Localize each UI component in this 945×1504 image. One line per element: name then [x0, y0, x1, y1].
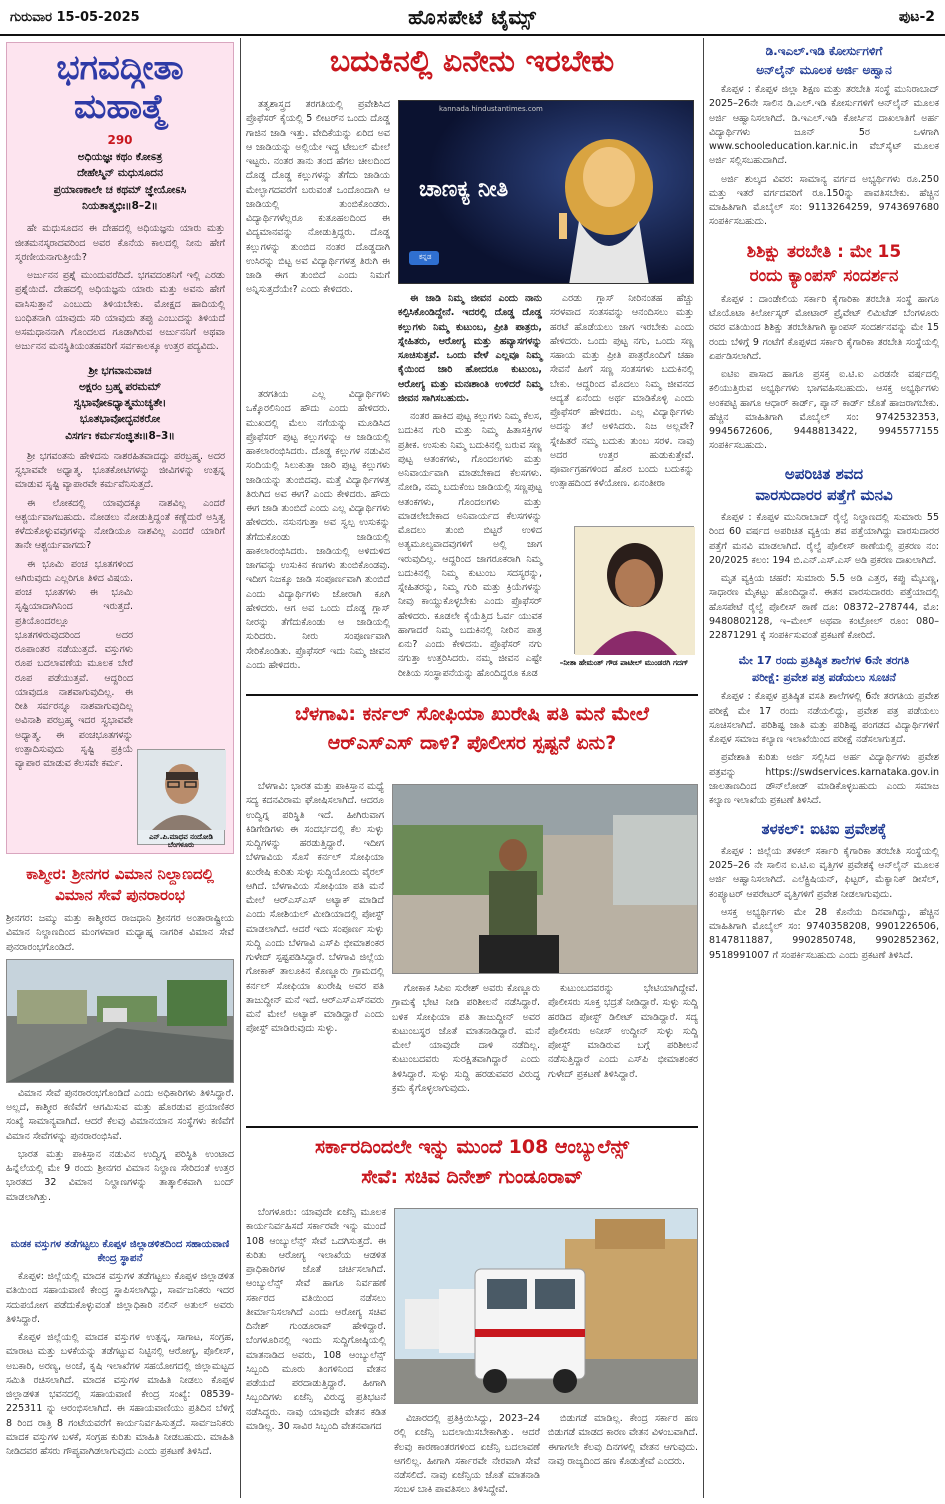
apprentice-headline: ಶಿಶಿಕ್ಷು ತರಬೇತಿ : ಮೇ 15 ರಂದು ಕ್ಯಾಂಪಸ್ ಸಂದರ್ಶನ — [746, 241, 902, 287]
section-divider — [246, 694, 698, 696]
author-caption: ಎನ್.ಪಿ.ಮಾಧವ ನಂದೋಡಿ ಬೆಂಗಳೂರು — [149, 833, 213, 849]
author-portrait-icon — [575, 527, 695, 655]
colonel-photo — [392, 784, 698, 974]
gita-title: ಭಗವದ್ಗೀತಾ ಮಹಾತ್ಮೆ — [56, 48, 184, 128]
koppal-helpline-article: ಮಡಕ ವಸ್ತುಗಳ ತಡೆಗಟ್ಟಲು ಕೊಪ್ಪಳ ಜಿಲ್ಲಾಡಳಿತದಿಂದ ಸಹಾಯವಾಣಿ ಕೇಂದ್ರ ಸ್ಥಾಪನೆ ಕೊಪ್ಪಳ: ಜಿಲ್ಲೆಯಲ್ಲಿ ಮಾದಕ ವಸ್ತುಗಳ ತಡೆಗಟ್ಟಲು ಕೊಪ್ಪಳ ಜಿಲ್ಲಾಡಳಿತ ವತಿಯಿಂದ ಸಹಾಯವಾಣಿ ಕೇಂದ್ರ ಸ್ಥಾಪಿಸಲಾಗಿದ್ದು, ಸಾರ್ವಜನಿಕರು ಇದರ ಸದುಪಯೋಗ ಪಡೆದುಕೊಳ್ಳುವಂತೆ ಜಿಲ್ಲಾಧಿಕಾರಿ ನಲಿನ್ ಅತುಲ್ ಅವರು ತಿಳಿಸಿದ್ದಾರೆ. ಕೊಪ್ಪಳ ಜಿಲ್ಲೆಯಲ್ಲಿ ಮಾದಕ ವಸ್ತುಗಳ ಉತ್ಪನ್ನ, ಸಾಗಾಟ, ಸಂಗ್ರಹ, ಮಾರಾಟ ಮತ್ತು ಬಳಕೆಯನ್ನು ತಡೆಗಟ್ಟುವ ನಿಟ್ಟಿನಲ್ಲಿ ಆರೋಗ್ಯ, ಪೊಲೀಸ್, ಅಬಕಾರಿ, ಅರಣ್ಯ, ಅಂಚೆ, ಕೃಷಿ ಇಲಾಖೆಗಳ ಸಹಯೋಗದಲ್ಲಿ ಜಿಲ್ಲಾಮಟ್ಟದ ಸಮಿತಿ ರಚಿಸಲಾಗಿದೆ. ಮಾದಕ ವಸ್ತುಗಳ ಮಾಹಿತಿ ನೀಡಲು ಕೊಪ್ಪಳ ಜಿಲ್ಲಾಡಳಿತ ಭವನದಲ್ಲಿ ಸಹಾಯವಾಣಿ ಕೇಂದ್ರ ಸಂಖ್ಯೆ: 08539-225311 ನ್ನು ಆರಂಭಿಸಲಾಗಿದೆ. ಈ ಸಹಾಯವಾಣಿಯು ಪ್ರತಿದಿನ ಬೆಳಿಗ್ಗೆ 8 ರಿಂದ ರಾತ್ರಿ 8 ಗಂಟೆಯವರೆಗೆ ಕಾರ್ಯನಿರ್ವಹಿಸುತ್ತದೆ. ಸಾರ್ವಜನಿಕರು ಮಾದಕ ವಸ್ತುಗಳ ಬಳಕೆ, ಸಂಗ್ರಹ ಕುರಿತು ಮಾಹಿತಿ ನೀಡಬಹುದು. ಮಾಹಿತಿ ನೀಡಿದವರ ಹೆಸರು ಗೌಪ್ಯವಾಗಿಡಲಾಗುವುದು ಎಂದು ಪ್ರಕಟಣೆ ತಿಳಿಸಿದೆ. — [6, 1239, 234, 1457]
gita-number: 290 — [107, 133, 133, 148]
exam-body: ಕೊಪ್ಪಳ : ಕೊಪ್ಪಳ ಪ್ರತಿಷ್ಠಿತ ವಸತಿ ಶಾಲೆಗಳಲ್ಲಿ 6ನೇ ತರಗತಿಯ ಪ್ರವೇಶ ಪರೀಕ್ಷೆ ಮೇ 17 ರಂದು ನಡೆಯಲಿದ್ದು, ಪ್ರವೇಶ ಪತ್ರ ಪಡೆಯಲು ಸೂಚಿಸಲಾಗಿದೆ. ಪರಿಶಿಷ್ಟ ಜಾತಿ ಮತ್ತು ಪರಿಶಿಷ್ಟ ಪಂಗಡದ ವಿದ್ಯಾರ್ಥಿಗಳಿಗೆ ಕೊಪ್ಪಳ ಸಮಾಜ ಕಲ್ಯಾಣ ಇಲಾಖೆಯಿಂದ ಪರೀಕ್ಷೆ ನಡೆಸಲಾಗುತ್ತದೆ. ಪ್ರವೇಶಾತಿ ಕುರಿತು ಅರ್ಜಿ ಸಲ್ಲಿಸಿದ ಅರ್ಹ ವಿದ್ಯಾರ್ಥಿಗಳು ಪ್ರವೇಶ ಪತ್ರವನ್ನು https://swdservices.karnataka.gov.in ಜಾಲತಾಣದಿಂದ ಡೌನ್‌ಲೋಡ್ ಮಾಡಿಕೊಳ್ಳಬಹುದು ಎಂದು ಸಮಾಜ ಕಲ್ಯಾಣ ಇಲಾಖೆಯ ಪ್ರಕಟಣೆ ತಿಳಿಸಿದೆ. — [709, 691, 939, 807]
ded-headline: ಡಿ.ಇಎಲ್.ಇಡಿ ಕೋರ್ಸುಗಳಿಗೆ ಅನ್‌ಲೈನ್ ಮೂಲಕ ಅರ್ಜಿ ಅಹ್ವಾನ — [756, 44, 892, 77]
chanakya-author-photo — [574, 526, 694, 654]
kashmir-article: ಕಾಶ್ಮೀರ: ಶ್ರೀನಗರ ವಿಮಾನ ನಿಲ್ದಾಣದಲ್ಲಿ ವಿಮಾನ ಸೇವೆ ಪುನರಾರಂಭ ಶ್ರೀನಗರ: ಜಮ್ಮು ಮತ್ತು ಕಾಶ್ಮೀರದ ರಾಜಧಾನಿ ಶ್ರೀನಗರ ಅಂತಾರಾಷ್ಟ್ರೀಯ ವಿಮಾನ ನಿಲ್ದಾಣದಿಂದ ಮಂಗಳವಾರ ಮಧ್ಯಾಹ್ನ ನಾಗರಿಕ ವಿಮಾನ ಸೇವೆ ಪುನರಾರಂಭಗೊಂಡಿದೆ. ವಿಮಾನ ಸೇವೆ ಪುನರಾರಂಭಗೊಂಡಿದೆ ಎಂದು ಅಧಿಕಾರಿಗಳು ತಿಳಿಸಿದ್ದಾರೆ. ಅಲ್ಲದೆ, ಕಾಶ್ಮೀರ ಕಣಿವೆಗೆ ಆಗಮಿಸುವ ಮತ್ತು ಹೊರಡುವ ಪ್ರಯಾಣಿಕರ ಸಂಖ್ಯೆ ಸಾಮಾನ್ಯವಾಗಿದೆ. ಆದರೆ ಕೆಲವು ವಿಮಾನಯಾನ ಸಂಸ್ಥೆಗಳು ಕಣಿವೆಗೆ ವಿಮಾನ ಸೇವೆಗಳನ್ನು ಪುನರಾರಂಭಿಸಿವೆ. ಭಾರತ ಮತ್ತು ಪಾಕಿಸ್ತಾನ ನಡುವಿನ ಉದ್ವಿಗ್ನ ಪರಿಸ್ಥಿತಿ ಉಂಟಾದ ಹಿನ್ನೆಲೆಯಲ್ಲಿ ಮೇ 9 ರಂದು ಶ್ರೀನಗರ ವಿಮಾನ ನಿಲ್ದಾಣ ಸೇರಿದಂತೆ ಉತ್ತರ ಭಾರತದ 32 ವಿಮಾನ ನಿಲ್ದಾಣಗಳನ್ನು ತಾತ್ಕಾಲಿಕವಾಗಿ ಬಂದ್ ಮಾಡಲಾಗಿತ್ತು. — [6, 865, 234, 1203]
issue-date: ಗುರುವಾರ 15-05-2025 — [10, 9, 140, 25]
apprentice-body: ಕೊಪ್ಪಳ : ದಾಂಡೇಲಿಯ ಸರ್ಕಾರಿ ಕೈಗಾರಿಕಾ ತರಬೇತಿ ಸಂಸ್ಥೆ ಹಾಗೂ ಟೊಯೊಟಾ ಕಿರ್ಲೋಸ್ಕರ್ ಮೋಟಾರ್ ಪ್ರೈವೇಟ್ ಲಿಮಿಟೆಡ್ ಬೆಂಗಳೂರು ರವರ ವತಿಯಿಂದ ಶಿಶಿಕ್ಷು ತರಬೇತಿಗಾಗಿ ಕ್ಯಾಂಪಸ್ ಸಂದರ್ಶನವನ್ನು ಮೇ 15 ರಂದು ಬೆಳಿಗ್ಗೆ 9 ಗಂಟೆಗೆ ಕೊಪ್ಪಳದ ಸರ್ಕಾರಿ ಕೈಗಾರಿಕಾ ತರಬೇತಿ ಸಂಸ್ಥೆಯಲ್ಲಿ ಏರ್ಪಡಿಸಲಾಗಿದೆ. ಐಟಿಐ ಪಾಸಾದ ಹಾಗೂ ಪ್ರಸಕ್ತ ಐ.ಟಿ.ಐ ಎರಡನೇ ವರ್ಷದಲ್ಲಿ ಕಲಿಯುತ್ತಿರುವ ಅಭ್ಯರ್ಥಿಗಳು ಭಾಗವಹಿಸಬಹುದು. ಆಸಕ್ತ ಅಭ್ಯರ್ಥಿಗಳು ಅಂಕಪಟ್ಟಿ ಹಾಗೂ ಆಧಾರ್ ಕಾರ್ಡ್, ಪ್ಯಾನ್ ಕಾರ್ಡ್ ಜೊತೆ ಹಾಜರಾಗಬೇಕು. ಹೆಚ್ಚಿನ ಮಾಹಿತಿಗಾಗಿ ಮೊಬೈಲ್ ಸಂ: 9742532353, 9945672606, 9448813422, 9945577155 ಸಂಪರ್ಕಿಸಬಹುದು. — [709, 293, 939, 452]
ambulance-image-icon — [395, 1209, 698, 1404]
gita-box — [6, 42, 234, 854]
unknown-body-headline: ಅಪರಿಚಿತ ಶವದ ವಾರಸುದಾರರ ಪತ್ತೆಗೆ ಮನವಿ — [755, 464, 893, 505]
ambulance-article: ಸರ್ಕಾರದಿಂದಲೇ ಇನ್ನು ಮುಂದೆ 108 ಆಂಬ್ಯುಲೆನ್ಸ್ ಸೇವೆ: ಸಚಿವ ದಿನೇಶ್ ಗುಂಡೂರಾವ್ ಬೆಂಗಳೂರು: ಯಾವುದೇ ಏಜೆನ್ಸಿ ಮೂಲಕ ಕಾರ್ಯನಿರ್ವಹಿಸದೆ ಸರ್ಕಾರವೇ ಇನ್ನು ಮುಂದೆ 108 ಆಂಬ್ಯುಲೆನ್ಸ್ ಸೇವೆ ಒದಗಿಸುತ್ತದೆ. ಈ ಕುರಿತು ಆರೋಗ್ಯ ಇಲಾಖೆಯ ಆಡಳಿತ ಪ್ರಾಧಿಕಾರಿಗಳ ಜೊತೆ ಚರ್ಚಿಸಲಾಗಿದೆ. ಆಂಬ್ಯುಲೆನ್ಸ್ ಸೇವೆ ಹಾಗೂ ನಿರ್ವಹಣೆ ಸರ್ಕಾರದ ವತಿಯಿಂದ ನಡೆಸಲು ತೀರ್ಮಾನಿಸಲಾಗಿದೆ ಎಂದು ಆರೋಗ್ಯ ಸಚಿವ ದಿನೇಶ್ ಗುಂಡೂರಾವ್ ಹೇಳಿದ್ದಾರೆ. ಬೆಂಗಳೂರಿನಲ್ಲಿ ಇಂದು ಸುದ್ದಿಗೋಷ್ಠಿಯಲ್ಲಿ ಮಾತನಾಡಿದ ಅವರು, 108 ಆಂಬ್ಯುಲೆನ್ಸ್ ಸಿಬ್ಬಂದಿ ಮೂರು ತಿಂಗಳಿನಿಂದ ವೇತನ ಪಡೆಯದೆ ಪರದಾಡುತ್ತಿದ್ದಾರೆ. ಹೀಗಾಗಿ ಸಿಬ್ಬಂದಿಗಳು ಏಜೆನ್ಸಿ ವಿರುದ್ಧ ಪ್ರತಿಭಟನೆ ನಡೆಸಿದ್ದರು. ನಾವು ಯಾವುದೇ ವೇತನ ಕಡಿತ ಮಾಡಿಲ್ಲ. 30 ಸಾವಿರ ಸಿಬ್ಬಂದಿ ವೇತನವಾಗದ ವಿಚಾರದಲ್ಲಿ ಪ್ರತಿಕ್ರಿಯಿಸಿದ್ದು, 2023–24 ರಲ್ಲಿ ಏಜೆನ್ಸಿ ಬದಲಾಯಿಸಬೇಕಾಗಿತ್ತು. ಆದರೆ ಕೆಲವು ಕಾರಣಾಂತರಗಳಿಂದ ಏಜೆನ್ಸಿ ಬದಲಾವಣೆ ಆಗಲಿಲ್ಲ. ಹೀಗಾಗಿ ಸರ್ಕಾರವೇ ನೇರವಾಗಿ ಸೇವೆ ನಡೆಸಲಿದೆ. ನಾವು ಏಜೆನ್ಸಿಯ ಜೊತೆ ಮಾತನಾಡಿ ಸಂಬಳ ಬಾಕಿ ಪಾವತಿಸಲು ತಿಳಿಸಿದ್ದೇವೆ. ಬಿಡುಗಡೆ ಮಾಡಿಲ್ಲ. ಕೇಂದ್ರ ಸರ್ಕಾರ ಹಣ ಬಿಡುಗಡೆ ಮಾಡದ ಕಾರಣ ವೇತನ ವಿಳಂಬವಾಗಿದೆ. ಈಗಾಗಲೇ ಕೆಲವು ದಿನಗಳಲ್ಲಿ ವೇತನ ಆಗುವುದು. ನಾವು ರಾಜ್ಯದಿಂದ ಹಣ ಕೊಡುತ್ತೇವೆ ಎಂದರು. — [246, 1132, 698, 1504]
ambulance-headline: ಸರ್ಕಾರದಿಂದಲೇ ಇನ್ನು ಮುಂದೆ 108 ಆಂಬ್ಯುಲೆನ್ಸ್ ಸೇವೆ: ಸಚಿವ ದಿನೇಶ್ ಗುಂಡೂರಾವ್ — [314, 1136, 630, 1189]
column-divider — [240, 38, 241, 1498]
gita-body: ಹೇ ಮಧುಸೂದನ ಈ ದೇಹದಲ್ಲಿ ಅಧಿಯಜ್ಞನು ಯಾರು ಮತ್ತು ಜೀತಮನಸ್ಕರಾದವರಿಂದ ಅವರ ಕೊನೆಯ ಕಾಲದಲ್ಲಿ ನೀನು ಹೇಗೆ ಸ್ಮರಣೀಯನಾಗುತ್ತೀಯೆ? ಅರ್ಜುನನ ಪ್ರಶ್ನೆ ಮುಂದುವರೆದಿದೆ. ಭಗವದಂಶನಿಗೆ ಇಲ್ಲಿ ಎರಡು ಪ್ರಶ್ನೆಯಿದೆ. ದೇಹದಲ್ಲಿ ಅಧಿಯಜ್ಞನು ಯಾರು ಮತ್ತು ಅವನು ಹೇಗೆ ವಾಸಿಸುತ್ತಾನೆ ಎಂಬುದು ತಿಳಿಯಬೇಕು. ಮೋಕ್ಷದ ಹಾದಿಯಲ್ಲಿ ಬಂಧಿತನಾಗಿ ಯಾವುದು ಸರಿ ಯಾವುದು ತಪ್ಪು ಎಂಬುದನ್ನು ತಿಳಿಯದೆ ಅಸಮಧಾನನಾಗಿ ಗೊಂದಲದ ಗೂಡಾಗಿರುವ ಅರ್ಜುನನಿಗೆ ಅಥವಾ ಅರ್ಜುನನ ಮನಸ್ಥಿತಿಯಂತಹವರಿಗೆ ಸರ್ವಕಾಲಕ್ಕೂ ಉತ್ತರ ಪದ್ಯವಿದು. — [15, 223, 225, 353]
newspaper-title: ಹೊಸಪೇಟೆ ಟೈಮ್ಸ್ — [408, 5, 537, 29]
right-column — [709, 42, 939, 1502]
exam-headline: ಮೇ 17 ರಂದು ಪ್ರತಿಷ್ಠಿತ ಶಾಲೆಗಳ 6ನೇ ತರಗತಿ ಪರೀಕ್ಷೆ: ಪ್ರವೇಶ ಪತ್ರ ಪಡೆಯಲು ಸೂಚನೆ — [738, 654, 910, 684]
page-number: ಪುಟ-2 — [898, 9, 935, 25]
column-divider — [703, 38, 704, 1498]
talakal-headline: ತಳಕಲ್: ಐಟಿಐ ಪ್ರವೇಶಕ್ಕೆ — [761, 820, 887, 839]
talakal-body: ಕೊಪ್ಪಳ : ಜಿಲ್ಲೆಯ ತಳಕಲ್ ಸರ್ಕಾರಿ ಕೈಗಾರಿಕಾ ತರಬೇತಿ ಸಂಸ್ಥೆಯಲ್ಲಿ 2025–26 ನೇ ಸಾಲಿನ ಐ.ಟಿ.ಐ ವೃತ್ತಿಗಳ ಪ್ರವೇಶಕ್ಕೆ ಆನ್‌ಲೈನ್ ಮೂಲಕ ಅರ್ಜಿ ಆಹ್ವಾನಿಸಲಾಗಿದೆ. ಎಲೆಕ್ಟ್ರಿಷಿಯನ್, ಫಿಟ್ಟರ್, ಮೆಕ್ಯಾನಿಕ್ ಡೀಸೆಲ್, ಕಂಪ್ಯೂಟರ್ ಆಪರೇಟರ್ ವೃತ್ತಿಗಳಿಗೆ ಪ್ರವೇಶ ನೀಡಲಾಗುವುದು. ಆಸಕ್ತ ಅಭ್ಯರ್ಥಿಗಳು ಮೇ 28 ಕೊನೆಯ ದಿನವಾಗಿದ್ದು, ಹೆಚ್ಚಿನ ಮಾಹಿತಿಗಾಗಿ ಮೊಬೈಲ್ ಸಂ: 9740358208, 9901226506, 8147811887, 9902850748, 9902852362, 9518991007 ಗೆ ಸಂಪರ್ಕಿಸಬಹುದು ಎಂದು ಪ್ರಕಟಣೆ ತಿಳಿಸಿದೆ. — [709, 845, 939, 961]
gita-subverse: ಶ್ರೀ ಭಗವಾನುವಾಚ ಅಕ್ಷರಂ ಬ್ರಹ್ಮ ಪರಮಮ್ ಸ್ವಭಾವೋಽಧ್ಯಾತ್ಮಮುಚ್ಯತೇ। ಭೂತಭಾವೋದ್ಭವಕರೋ ವಿಸರ್ಗಃ ಕರ್ಮಸಂಜ್ಞಿತಃ॥8–3॥ — [65, 364, 175, 442]
chanakya-image-title: ಚಾಣಕ್ಯ ನೀತಿ — [419, 177, 509, 202]
chanakya-badge: ಕನ್ನಡ — [419, 253, 432, 261]
chanakya-author-caption: –ನೀತಾ ಹೇಮಂತ್ ಗೌಡ ಪಾಟೀಲ್ ಮುಂಡರಗಿ ಗದಗ್ — [559, 658, 689, 667]
chanakya-site: kannada.hindustantimes.com — [439, 105, 543, 113]
airport-photo — [6, 959, 234, 1083]
section-divider — [246, 1126, 698, 1128]
airport-image-icon — [7, 960, 233, 1082]
ded-body: ಕೊಪ್ಪಳ : ಕೊಪ್ಪಳ ಜಿಲ್ಲಾ ಶಿಕ್ಷಣ ಮತ್ತು ತರಬೇತಿ ಸಂಸ್ಥೆ ಮುನಿರಾಬಾದ್ 2025–26ನೇ ಸಾಲಿನ ಡಿ.ಎಲ್.ಇಡಿ ಕೋರ್ಸುಗಳಿಗೆ ಆನ್‌ಲೈನ್ ಮೂಲಕ ಅರ್ಜಿ ಆಹ್ವಾನಿಸಲಾಗಿದೆ. ಡಿ.ಇಎಲ್.ಇಡಿ ಕೋರ್ಸಿನ ದಾಖಲಾತಿಗೆ ಅರ್ಹ ವಿದ್ಯಾರ್ಥಿಗಳು ಜೂನ್ 5ರ ಒಳಗಾಗಿ www.schooleducation.kar.nic.in ವೆಬ್‌ಸೈಟ್ ಮೂಲಕ ಅರ್ಜಿ ಸಲ್ಲಿಸಬಹುದಾಗಿದೆ. ಅರ್ಜಿ ಶುಲ್ಕದ ವಿವರ: ಸಾಮಾನ್ಯ ವರ್ಗದ ಅಭ್ಯರ್ಥಿಗಳು ರೂ.250 ಮತ್ತು ಇತರೆ ವರ್ಗದವರಿಗೆ ರೂ.150ನ್ನು ಪಾವತಿಸಬೇಕು. ಹೆಚ್ಚಿನ ಮಾಹಿತಿಗಾಗಿ ಮೊಬೈಲ್ ಸಂ: 9113264259, 9743697680 ಸಂಪರ್ಕಿಸಬಹುದು. — [709, 84, 939, 228]
chanakya-article: ಬದುಕಿನಲ್ಲಿ ಏನೇನು ಇರಬೇಕು ತತ್ವಶಾಸ್ತ್ರದ ತರಗತಿಯಲ್ಲಿ ಪ್ರವೇಶಿಸಿದ ಪ್ರೊಫೆಸರ್ ಕೈಯಲ್ಲಿ 5 ಲೀಟರ್‌ನ ಒಂದು ದೊಡ್ಡ ಗಾಜಿನ ಜಾಡಿ ಇತ್ತು. ವೇದಿಕೆಯನ್ನು ಏರಿದ ಅವ ಆ ಜಾಡಿಯನ್ನು ಅಲ್ಲಿಯೇ ಇದ್ದ ಟೇಬಲ್ ಮೇಲೆ ಇಟ್ಟರು. ನಂತರ ತಾನು ತಂದ ಹೆಗಲ ಚೀಲದಿಂದ ದೊಡ್ಡ ದೊಡ್ಡ ಕಲ್ಲುಗಳನ್ನು ತೆಗೆದು ಜಾಡಿಯ ಮೇಲ್ಭಾಗದವರೆಗೆ ಬರುವಂತೆ ಒಂದೊಂದಾಗಿ ಆ ಜಾಡಿಯಲ್ಲಿ ತುಂಬಿಕೊಂಡರು. ವಿದ್ಯಾರ್ಥಿಗಳೆಲ್ಲರೂ ಕುತೂಹಲದಿಂದ ಈ ವಿದ್ಯಮಾನವನ್ನು ನೋಡುತ್ತಿದ್ದರು. ದೊಡ್ಡ ಕಲ್ಲುಗಳನ್ನು ತುಂಬಿದ ನಂತರ ದೊಡ್ಡದಾಗಿ ಉಸಿರನ್ನು ಬಿಟ್ಟ ಅವ ವಿದ್ಯಾರ್ಥಿಗಳತ್ತ ತಿರುಗಿ ಈ ಜಾಡಿ ಈಗ ತುಂಬಿದೆ ಎಂದು ನಿಮಗೆ ಅನ್ನಿಸುತ್ತದೆಯೇ? ಎಂದು ಕೇಳಿದರು. kannada.hindustantimes.com ಚಾಣಕ್ಯ ನೀತಿ ಕನ್ನಡ ಈ ಜಾಡಿ ನಿಮ್ಮ ಜೀವನ ಎಂದು ನಾನು ಕಲ್ಪಿಸಿಕೊಂಡಿದ್ದೇನೆ. ಇದರಲ್ಲಿ ದೊಡ್ಡ ದೊಡ್ಡ ಕಲ್ಲುಗಳು ನಿಮ್ಮ ಕುಟುಂಬ, ಪ್ರೀತಿ ಪಾತ್ರರು, ಸ್ನೇಹಿತರು, ಆರೋಗ್ಯ ಮತ್ತು ಹವ್ಯಾಸಗಳನ್ನು ಸೂಚಿಸುತ್ತವೆ. ಒಂದು ವೇಳೆ ಎಲ್ಲವೂ ನಿಮ್ಮ ಕೈಯಿಂದ ಜಾರಿ ಹೋದರೂ ಕುಟುಂಬ, ಆರೋಗ್ಯ ಮತ್ತು ಮನಃಶಾಂತಿ ಉಳಿದರೆ ನಿಮ್ಮ ಜೀವನ ಸಾಗಿಸಬಹುದು. ನಂತರ ಹಾಕಿದ ಪುಟ್ಟ ಕಲ್ಲುಗಳು ನಿಮ್ಮ ಕೆಲಸ, ಬದುಕಿನ ಗುರಿ ಮತ್ತು ನಿಮ್ಮ ಹಿತಾಸಕ್ತಿಗಳ ಪ್ರತೀಕ. ಉಸುಕು ನಿಮ್ಮ ಬದುಕಿನಲ್ಲಿ ಬರುವ ಸಣ್ಣ ಪುಟ್ಟ ಆತಂಕಗಳು, ಗೊಂದಲಗಳು ಮತ್ತು ಅನಿವಾರ್ಯವಾಗಿ ಮಾಡಬೇಕಾದ ಕೆಲಸಗಳು. ನೋಡಿ, ನಮ್ಮ ಬದುಕೆಂಬ ಜಾಡಿಯಲ್ಲಿ ಸಣ್ಣಪುಟ್ಟ ಆತಂಕಗಳು, ಗೊಂದಲಗಳು ಮತ್ತು ಮಾಡಲೇಬೇಕಾದ ಅನಿವಾರ್ಯದ ಕೆಲಸಗಳನ್ನು ಮೊದಲು ತುಂಬಿ ಬಿಟ್ಟರೆ ಉಳಿದ ಅತ್ಯಮೂಲ್ಯವಾದವುಗಳಿಗೆ ಅಲ್ಲಿ ಜಾಗ ಇರುವುದಿಲ್ಲ. ಆದ್ದರಿಂದ ಜಾಗರೂಕರಾಗಿ ನಿಮ್ಮ ಬದುಕಿನಲ್ಲಿ ನಿಮ್ಮ ಕುಟುಂಬ ಸದಸ್ಯರನ್ನು, ಸ್ನೇಹಿತರನ್ನು, ನಿಮ್ಮ ಗುರಿ ಮತ್ತು ಕ್ರಿಯೆಗಳನ್ನು ನೀವು ಕಾಯ್ದುಕೊಳ್ಳಬೇಕು ಎಂದು ಪ್ರೊಫೆಸರ್ ಹೇಳಿದರು. ಕೂಡಲೇ ಕೈಯೆತ್ತಿದ ಓರ್ವ ಯುವಕ ಹಾಗಾದರೆ ನಿಮ್ಮ ಬದುಕಿನಲ್ಲಿ ನೀರಿನ ಪಾತ್ರ ಏನು? ಎಂದು ಕೇಳಿದನು. ಪ್ರೊಫೆಸರ್ ನಗು ನಗುತ್ತಾ ಉತ್ತರಿಸಿದರು. ನಮ್ಮ ಜೀವನ ಎಷ್ಟೇ ರೀತಿಯ ಸಂಸ್ಥಾಪನೆಯನ್ನು ಹೊಂದಿದ್ದರೂ ಕೂಡ ಎರಡು ಗ್ಲಾಸ್ ನೀರಿನಂತಹ ಹೆಚ್ಚು ಸರಳವಾದ ಸಂತಸವನ್ನು ಆನಂದಿಸಲು ಮತ್ತು ಹರಟೆ ಹೊಡೆಯಲು ಜಾಗ ಇರಬೇಕು ಎಂದು ಹೇಳಿದರು. ಒಂದು ಪುಟ್ಟ ನಗು, ಒಂದು ಸಣ್ಣ ಸಹಾಯ ಮತ್ತು ಪ್ರೀತಿ ಪಾತ್ರರೊಂದಿಗೆ ಚಹಾ ಸೇವನೆ ಹೀಗೆ ಸಣ್ಣ ಸಂತಸಗಳು ಬದುಕಿನಲ್ಲಿ ಬೇಕು. ಆದ್ದರಿಂದ ಮೊದಲು ನಿಮ್ಮ ಜೀವನದ ಆದ್ಯತೆ ಏನೆಂದು ಅರ್ಥ ಮಾಡಿಕೊಳ್ಳಿ ಎಂದು ಪ್ರೊಫೆಸರ್ ಹೇಳಿದರು. ಎಲ್ಲ ವಿದ್ಯಾರ್ಥಿಗಳು ಅದನ್ನು ತಲೆ ಅಳಿಸಿದರು. ನಿಜ ಅಲ್ಲವೇ? ಸ್ನೇಹಿತರೆ ನಮ್ಮ ಬದುಕು ತುಂಬ ಸರಳ. ನಾವು ಅದರ ಉತ್ತರ ಹುಡುಕುತ್ತೇವೆ. ಪೂರ್ವಾಗ್ರಹಗಳಿಂದ ಹೊರ ಬಂದು ಬದುಕನ್ನು ಉತ್ಸಾಹದಿಂದ ಕಳೆಯೋಣ. ಏನಂತೀರಾ ತರಗತಿಯ ಎಲ್ಲ ವಿದ್ಯಾರ್ಥಿಗಳು ಒಕ್ಕೊರಲಿನಿಂದ ಹೌದು ಎಂದು ಹೇಳಿದರು. ಮುಖದಲ್ಲಿ ಮೆಲು ನಗೆಯನ್ನು ಮೂಡಿಸಿದ ಪ್ರೊಫೆಸರ್ ಪುಟ್ಟ ಕಲ್ಲುಗಳನ್ನು ಆ ಜಾಡಿಯಲ್ಲಿ ಹಾಕಲಾರಂಭಿಸಿದರು. ದೊಡ್ಡ ಕಲ್ಲುಗಳ ನಡುವಿನ ಸಂದಿಯಲ್ಲಿ ಸಿಲುಕುತ್ತಾ ಜಾರಿ ಪುಟ್ಟ ಕಲ್ಲುಗಳು ಜಾಡಿಯನ್ನು ತುಂಬಿದವು. ಮತ್ತೆ ವಿದ್ಯಾರ್ಥಿಗಳತ್ತ ತಿರುಗಿದ ಅವ ಈಗ? ಎಂದು ಕೇಳಿದರು. ಹೌದು ಈಗ ಜಾಡಿ ತುಂಬಿದೆ ಎಂದು ಎಲ್ಲ ವಿದ್ಯಾರ್ಥಿಗಳು ಹೇಳಿದರು. ನಸುನಗುತ್ತಾ ಅವ ಸ್ವಲ್ಪ ಉಸುಕನ್ನು ತೆಗೆದುಕೊಂಡು ಜಾಡಿಯಲ್ಲಿ ಹಾಕಲಾರಂಭಿಸಿದರು. ಜಾಡಿಯಲ್ಲಿ ಅಳಿದುಳಿದ ಜಾಗವನ್ನು ಉಸುಕಿನ ಕಣಗಳು ತುಂಬಿಕೊಂಡವು. ಇದೀಗ ನಿಜಕ್ಕೂ ಜಾಡಿ ಸಂಪೂರ್ಣವಾಗಿ ತುಂಬಿದೆ ಎಂದು ವಿದ್ಯಾರ್ಥಿಗಳು ಜೋರಾಗಿ ಕೂಗಿ ಹೇಳಿದರು. ಆಗ ಅವ ಒಂದು ದೊಡ್ಡ ಗ್ಲಾಸ್ ನೀರನ್ನು ತೆಗೆದುಕೊಂಡು ಆ ಜಾಡಿಯಲ್ಲಿ ಸುರಿದರು. ನೀರು ಸಂಪೂರ್ಣವಾಗಿ ಸೇರಿಕೊಂಡಿತು. ಪ್ರೊಫೆಸರ್ ಇದು ನಿಮ್ಮ ಜೀವನ ಎಂದು ಹೇಳಿದರು. –ನೀತಾ ಹೇಮಂತ್ ಗೌಡ ಪಾಟೀಲ್ ಮುಂಡರಗಿ ಗದಗ್ — [246, 42, 698, 690]
kashmir-headline: ಕಾಶ್ಮೀರ: ಶ್ರೀನಗರ ವಿಮಾನ ನಿಲ್ದಾಣದಲ್ಲಿ ವಿಮಾನ ಸೇವೆ ಪುನರಾರಂಭ — [26, 865, 214, 904]
gita-body-2: ಶ್ರೀ ಭಗವಂತನು ಹೇಳಿದನು ನಾಶರಹಿತವಾದದ್ದು ಪರಬ್ರಹ್ಮ. ಅದರ ಸ್ವಭಾವವೇ ಅಧ್ಯಾತ್ಮ. ಭೂತಕೋಟಿಗಳನ್ನು ಜೀವಿಗಳನ್ನು ಉತ್ಪನ್ನ ಮಾಡುವ ಸೃಷ್ಟಿ ವ್ಯಾಪಾರವೇ ಕರ್ಮವೆನಿಸುತ್ತದೆ. ಈ ಲೋಕದಲ್ಲಿ ಯಾವುದಕ್ಕೂ ನಾಶವಿಲ್ಲ ಎಂದರೆ ಆಶ್ಚರ್ಯವಾಗಬಹುದು. ನೋಡಲು ನೋಡುತ್ತಿದ್ದಂತೆ ಕಣ್ಣೆದುರೆ ಅಸ್ತಿತ್ವ ಕಳೆದುಕೊಳ್ಳುವವುಗಳನ್ನು ನೋಡಿಯೂ ನಾಶವಿಲ್ಲ ಎಂದರೆ ಯಾರಿಗೆ ತಾನೇ ಆಶ್ಚರ್ಯವಾಗದು? ಈ ಭೂಮಿ ಪಂಚ ಭೂತಗಳಿಂದ ಆಗಿರುವುದು ಎಲ್ಲರಿಗೂ ತಿಳಿದ ವಿಷಯ. ಪಂಚ ಭೂತಗಳು ಈ ಭೂಮಿ ಸೃಷ್ಟಿಯಾದಾಗಿನಿಂದ ಇರುತ್ತದೆ. ಪ್ರತಿಯೊಂದರಲ್ಲೂ ಭೂತಗಳಿರುವುದರಿಂದ ಅದರ ರೂಪಾಂತರ ನಡೆಯುತ್ತದೆ. ವಸ್ತುಗಳು ರೂಪ ಬದಲಾವಣೆಯ ಮೂಲಕ ಬೇರೆ ರೂಪ ಪಡೆಯುತ್ತವೆ. ಆದ್ದರಿಂದ ಯಾವುದೂ ನಾಶವಾಗುವುದಿಲ್ಲ. ಈ ರೀತಿ ಸರ್ವರನ್ನೂ ನಾಶವಾಗುವುದಿಲ್ಲ ಅವಿನಾಶಿ ಪರಬ್ರಹ್ಮ ಇದರ ಸ್ವಭಾವವೇ ಅಧ್ಯಾತ್ಮ. ಈ ಪಂಚಭೂತಗಳನ್ನು ಉತ್ಪಾದಿಸುವುದು ಸೃಷ್ಟಿ ಪ್ರಕ್ರಿಯೆ ವ್ಯಾಪಾರ ಮಾಡುವ ಕೆಲಸವೇ ಕರ್ಮ. — [15, 450, 225, 770]
ambulance-photo — [394, 1208, 698, 1404]
unknown-body-text: ಕೊಪ್ಪಳ : ಕೊಪ್ಪಳ ಮುನಿರಾಬಾದ್ ರೈಲ್ವೆ ನಿಲ್ದಾಣದಲ್ಲಿ ಸುಮಾರು 55 ರಿಂದ 60 ವರ್ಷದ ಅಪರಿಚಿತ ವ್ಯಕ್ತಿಯ ಶವ ಪತ್ತೆಯಾಗಿದ್ದು ವಾರಸುದಾರರ ಪತ್ತೆಗೆ ಮನವಿ ಮಾಡಲಾಗಿದೆ. ರೈಲ್ವೆ ಪೊಲೀಸ್ ಠಾಣೆಯಲ್ಲಿ ಪ್ರಕರಣ ನಂ: 20/2025 ಕಲಂ: 194 ಬಿ.ಎನ್.ಎಸ್.ಎಸ್ ಅಡಿ ಪ್ರಕರಣ ದಾಖಲಾಗಿದೆ. ಮೃತ ವ್ಯಕ್ತಿಯ ಚಹರೆ: ಸುಮಾರು 5.5 ಅಡಿ ಎತ್ತರ, ಕಪ್ಪು ಮೈಬಣ್ಣ, ಸಾಧಾರಣ ಮೈಕಟ್ಟು ಹೊಂದಿದ್ದಾನೆ. ಈತನ ವಾರಸುದಾರರು ಪತ್ತೆಯಾದಲ್ಲಿ ಹೊಸಪೇಟೆ ರೈಲ್ವೆ ಪೊಲೀಸ್ ಠಾಣೆ ದೂ: 08372–278744, ಮೊ: 9480802128, ಇ–ಮೇಲ್ ಅಥವಾ ಕಂಟ್ರೋಲ್ ರೂಂ: 080–22871291 ಕ್ಕೆ ಸಂಪರ್ಕಿಸುವಂತೆ ಪ್ರಕಟಣೆ ಕೋರಿದೆ. — [709, 512, 939, 642]
colonel-image-icon — [393, 785, 698, 974]
gita-verse: ಅಧಿಯಜ್ಞಃ ಕಥಂ ಕೋಽತ್ರ ದೇಹೇಸ್ಮಿನ್ ಮಧುಸೂದನ ಪ್ರಯಾಣಕಾಲೇ ಚ ಕಥಮ್ ಜ್ಞೇಯೋಽಸಿ ನಿಯತಾತ್ಮಭಿಃ॥8–2॥ — [53, 151, 187, 212]
belagavi-headline: ಬೆಳಗಾವಿ: ಕರ್ನಲ್ ಸೋಫಿಯಾ ಖುರೇಷಿ ಪತಿ ಮನೆ ಮೇಲೆ ಆರ್‌ಎಸ್‌ಎಸ್ ದಾಳಿ? ಪೊಲೀಸರ ಸ್ಪಷ್ಟನೆ ಏನು? — [295, 703, 649, 755]
chanakya-headline: ಬದುಕಿನಲ್ಲಿ ಏನೇನು ಇರಬೇಕು — [329, 44, 615, 79]
belagavi-article: ಬೆಳಗಾವಿ: ಕರ್ನಲ್ ಸೋಫಿಯಾ ಖುರೇಷಿ ಪತಿ ಮನೆ ಮೇಲೆ ಆರ್‌ಎಸ್‌ಎಸ್ ದಾಳಿ? ಪೊಲೀಸರ ಸ್ಪಷ್ಟನೆ ಏನು? ಬೆಳಗಾವಿ: ಭಾರತ ಮತ್ತು ಪಾಕಿಸ್ತಾನ ಮಧ್ಯೆ ಸದ್ಯ ಕದನವಿರಾಮ ಘೋಷಿಸಲಾಗಿದೆ. ಆದರೂ ಉದ್ವಿಗ್ನ ಪರಿಸ್ಥಿತಿ ಇದೆ. ಹೀಗಿರುವಾಗ ಕಿಡಿಗೇಡಿಗಳು ಈ ಸಂದರ್ಭದಲ್ಲಿ ಕೆಲ ಸುಳ್ಳು ಸುದ್ದಿಗಳನ್ನು ಹರಡುತ್ತಿದ್ದಾರೆ. ಇದೀಗ ಬೆಳಗಾವಿಯ ಸೊಸೆ ಕರ್ನಲ್ ಸೋಫಿಯಾ ಖುರೇಷಿ ಕುರಿತು ಸುಳ್ಳು ಸುದ್ದಿಯೊಂದು ವೈರಲ್ ಆಗಿದೆ. ಬೆಳಗಾವಿಯ ಸೋಫಿಯಾ ಪತಿ ಮನೆ ಮೇಲೆ ಆರ್‌ಎಸ್‌ಎಸ್ ಅಟ್ಯಾಕ್ ಮಾಡಿದೆ ಎಂದು ಸೋಶಿಯಲ್ ಮೀಡಿಯಾದಲ್ಲಿ ಪೋಸ್ಟ್ ಮಾಡಲಾಗಿದೆ. ಆದರೆ ಇದು ಸಂಪೂರ್ಣ ಸುಳ್ಳು ಸುದ್ದಿ ಎಂದು ಬೆಳಗಾವಿ ಎಸ್‌ಪಿ ಭೀಮಾಶಂಕರ ಗುಳೇದ್ ಸ್ಪಷ್ಟಪಡಿಸಿದ್ದಾರೆ. ಬೆಳಗಾವಿ ಜಿಲ್ಲೆಯ ಗೋಕಾಕ್ ತಾಲೂಕಿನ ಕೊಣ್ಣೂರು ಗ್ರಾಮದಲ್ಲಿ ಕರ್ನಲ್ ಸೋಫಿಯಾ ಖುರೇಷಿ ಅವರ ಪತಿ ತಾಜುದ್ದೀನ್ ಮನೆ ಇದೆ. ಆರ್‌ಎಸ್‌ಎಸ್‌ನವರು ಮನೆ ಮೇಲೆ ಅಟ್ಯಾಕ್ ಮಾಡಿದ್ದಾರೆ ಎಂದು ಪೋಸ್ಟ್ ಮಾಡಿರುವುದು ಸುಳ್ಳು. ಗೋಕಾಕ ಸಿಪಿಐ ಸುರೇಶ್ ಅವರು ಕೊಣ್ಣೂರು ಗ್ರಾಮಕ್ಕೆ ಭೇಟಿ ನೀಡಿ ಪರಿಶೀಲನೆ ನಡೆಸಿದ್ದಾರೆ. ಬಳಿಕ ಸೋಫಿಯಾ ಪತಿ ತಾಜುದ್ದೀನ್ ಅವರ ಕುಟುಂಬಸ್ಥರ ಜೊತೆ ಮಾತನಾಡಿದ್ದಾರೆ. ಮನೆ ಮೇಲೆ ಯಾವುದೇ ದಾಳಿ ನಡೆದಿಲ್ಲ. ಕುಟುಂಬದವರು ಸುರಕ್ಷಿತವಾಗಿದ್ದಾರೆ ಎಂದು ತಿಳಿಸಿದ್ದಾರೆ. ಸುಳ್ಳು ಸುದ್ದಿ ಹರಡುವವರ ವಿರುದ್ಧ ಕ್ರಮ ಕೈಗೊಳ್ಳಲಾಗುವುದು. ಕುಟುಂಬದವರನ್ನು ಭೇಟಿಯಾಗಿದ್ದೇವೆ. ಪೊಲೀಸರು ಸೂಕ್ತ ಭದ್ರತೆ ನೀಡಿದ್ದಾರೆ. ಸುಳ್ಳು ಸುದ್ದಿ ಹರಡಿದ ಪೋಸ್ಟ್ ಡಿಲೀಟ್ ಮಾಡಿದ್ದಾರೆ. ಸದ್ಯ ಪೊಲೀಸರು ಅನೀಸ್ ಉದ್ದೀನ್ ಸುಳ್ಳು ಸುದ್ದಿ ಪೋಸ್ಟ್ ಮಾಡಿರುವ ಬಗ್ಗೆ ಪರಿಶೀಲನೆ ನಡೆಸುತ್ತಿದ್ದಾರೆ ಎಂದು ಎಸ್‌ಪಿ ಭೀಮಾಶಂಕರ ಗುಳೇದ್ ಪ್ರಕಟಣೆ ತಿಳಿಸಿದ್ದಾರೆ. — [246, 700, 698, 1124]
author-portrait-icon — [138, 750, 226, 830]
chanakya-quote: ಈ ಜಾಡಿ ನಿಮ್ಮ ಜೀವನ ಎಂದು ನಾನು ಕಲ್ಪಿಸಿಕೊಂಡಿದ್ದೇನೆ. ಇದರಲ್ಲಿ ದೊಡ್ಡ ದೊಡ್ಡ ಕಲ್ಲುಗಳು ನಿಮ್ಮ ಕುಟುಂಬ, ಪ್ರೀತಿ ಪಾತ್ರರು, ಸ್ನೇಹಿತರು, ಆರೋಗ್ಯ ಮತ್ತು ಹವ್ಯಾಸಗಳನ್ನು ಸೂಚಿಸುತ್ತವೆ. ಒಂದು ವೇಳೆ ಎಲ್ಲವೂ ನಿಮ್ಮ ಕೈಯಿಂದ ಜಾರಿ ಹೋದರೂ ಕುಟುಂಬ, ಆರೋಗ್ಯ ಮತ್ತು ಮನಃಶಾಂತಿ ಉಳಿದರೆ ನಿಮ್ಮ ಜೀವನ ಸಾಗಿಸಬಹುದು. — [398, 293, 542, 404]
masthead — [0, 0, 945, 36]
koppal-headline: ಮಡಕ ವಸ್ತುಗಳ ತಡೆಗಟ್ಟಲು ಕೊಪ್ಪಳ ಜಿಲ್ಲಾಡಳಿತದಿಂದ ಸಹಾಯವಾಣಿ ಕೇಂದ್ರ ಸ್ಥಾಪನೆ — [10, 1239, 230, 1264]
chanakya-image — [398, 100, 694, 284]
author-photo — [137, 749, 225, 849]
